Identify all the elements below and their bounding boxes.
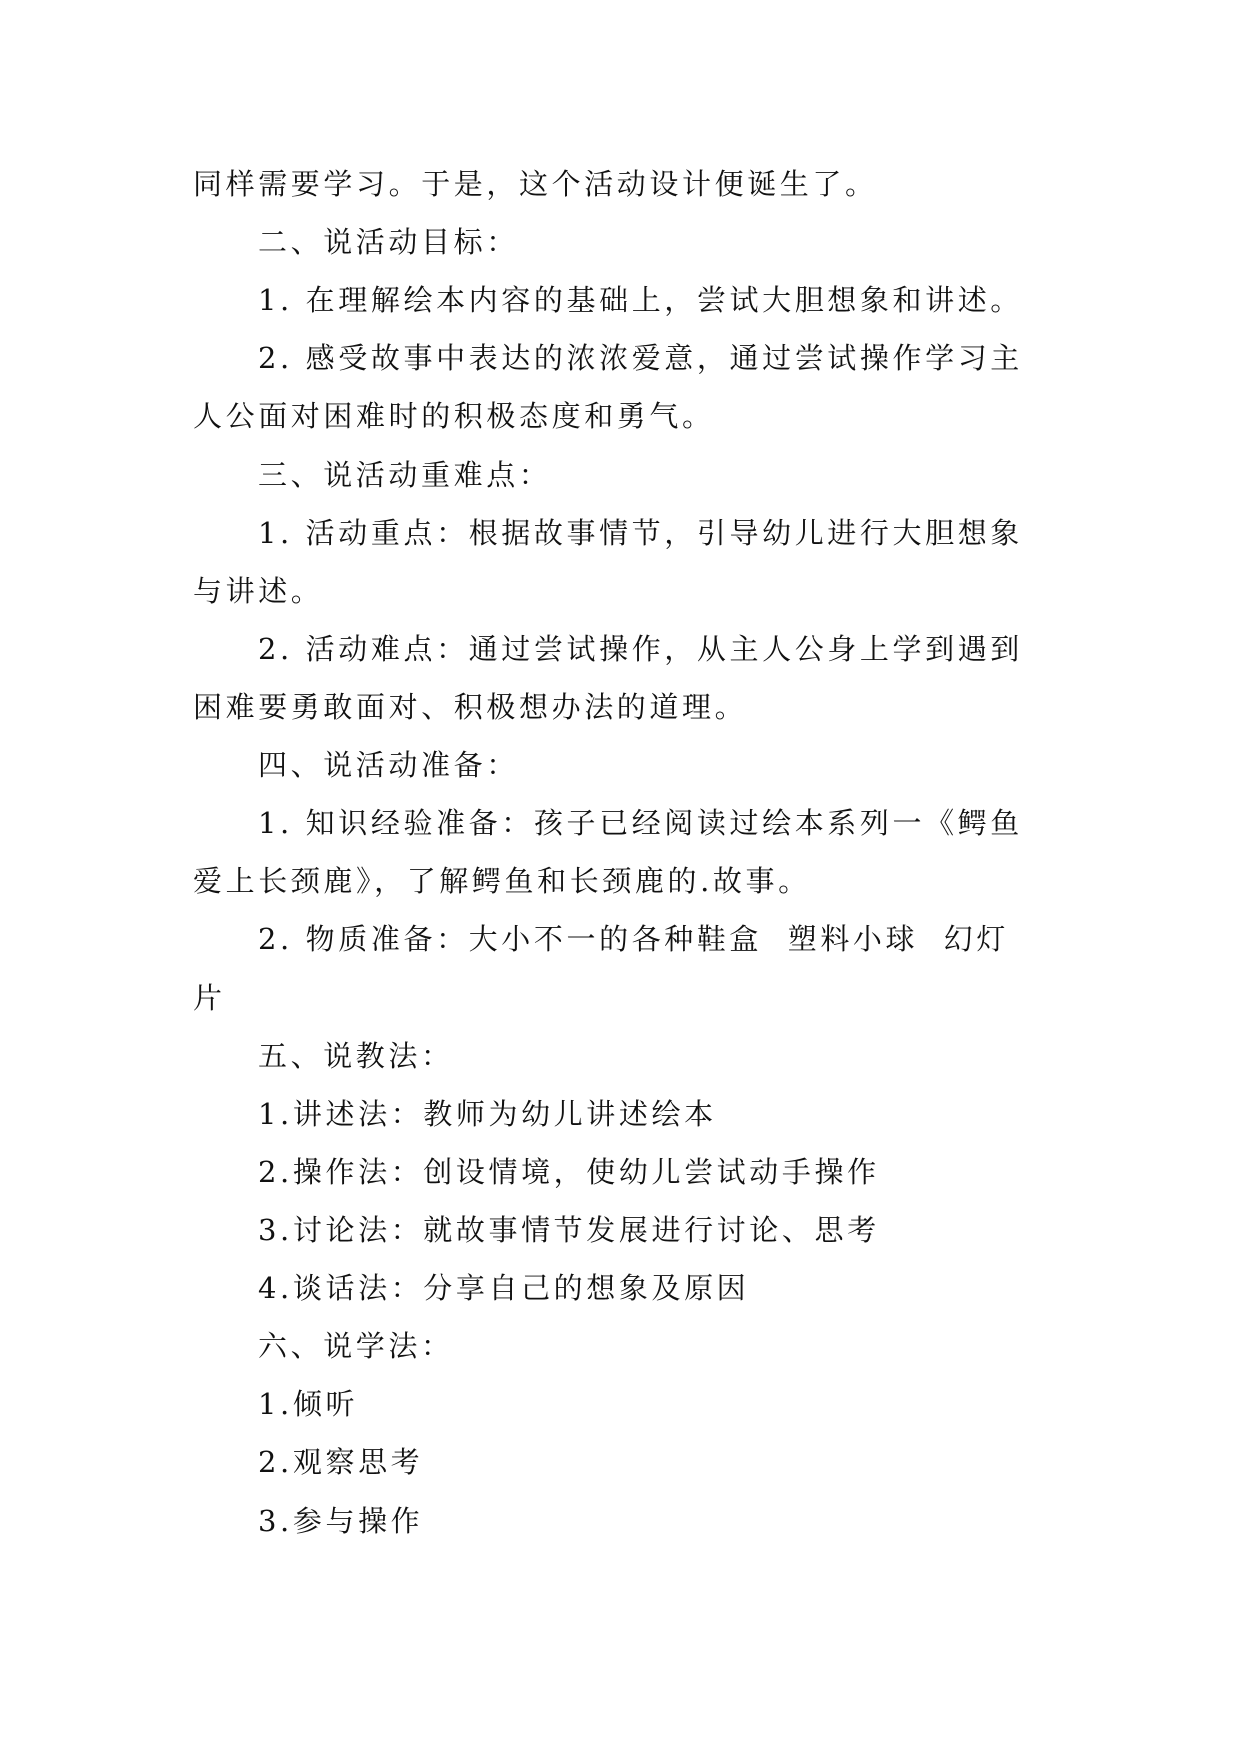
preparation-item-1: 1. 知识经验准备：孩子已经阅读过绘本系列一《鳄鱼 — [258, 806, 1023, 840]
preparation-item-2: 2. 物质准备：大小不一的各种鞋盒 塑料小球 幻灯 — [258, 922, 1009, 956]
learning-method-3: 3.参与操作 — [258, 1504, 424, 1538]
key-point-2: 2. 活动难点：通过尝试操作，从主人公身上学到遇到 — [258, 632, 1023, 666]
learning-method-1: 1.倾听 — [258, 1387, 359, 1421]
key-point-2-continuation: 困难要勇敢面对、积极想办法的道理。 — [193, 690, 748, 724]
section-heading-goals: 二、说活动目标： — [258, 225, 519, 259]
teaching-method-1: 1.讲述法：教师为幼儿讲述绘本 — [258, 1097, 717, 1131]
goal-item-1: 1. 在理解绘本内容的基础上，尝试大胆想象和讲述。 — [258, 283, 1023, 317]
teaching-method-2: 2.操作法：创设情境，使幼儿尝试动手操作 — [258, 1155, 880, 1189]
key-point-1-continuation: 与讲述。 — [193, 574, 324, 608]
preparation-item-2-continuation: 片 — [193, 981, 226, 1015]
section-heading-preparation: 四、说活动准备： — [258, 748, 519, 782]
section-heading-learning-methods: 六、说学法： — [258, 1329, 454, 1363]
preparation-item-1-continuation: 爱上长颈鹿》，了解鳄鱼和长颈鹿的.故事。 — [193, 864, 811, 898]
key-point-1: 1. 活动重点：根据故事情节，引导幼儿进行大胆想象 — [258, 516, 1023, 550]
section-heading-teaching-methods: 五、说教法： — [258, 1039, 454, 1073]
section-heading-key-points: 三、说活动重难点： — [258, 458, 552, 492]
paragraph-continuation: 同样需要学习。于是，这个活动设计便诞生了。 — [193, 167, 878, 201]
goal-item-2-continuation: 人公面对困难时的积极态度和勇气。 — [193, 399, 715, 433]
learning-method-2: 2.观察思考 — [258, 1445, 424, 1479]
teaching-method-4: 4.谈话法：分享自己的想象及原因 — [258, 1271, 750, 1305]
goal-item-2: 2. 感受故事中表达的浓浓爱意，通过尝试操作学习主 — [258, 341, 1023, 375]
teaching-method-3: 3.讨论法：就故事情节发展进行讨论、思考 — [258, 1213, 880, 1247]
